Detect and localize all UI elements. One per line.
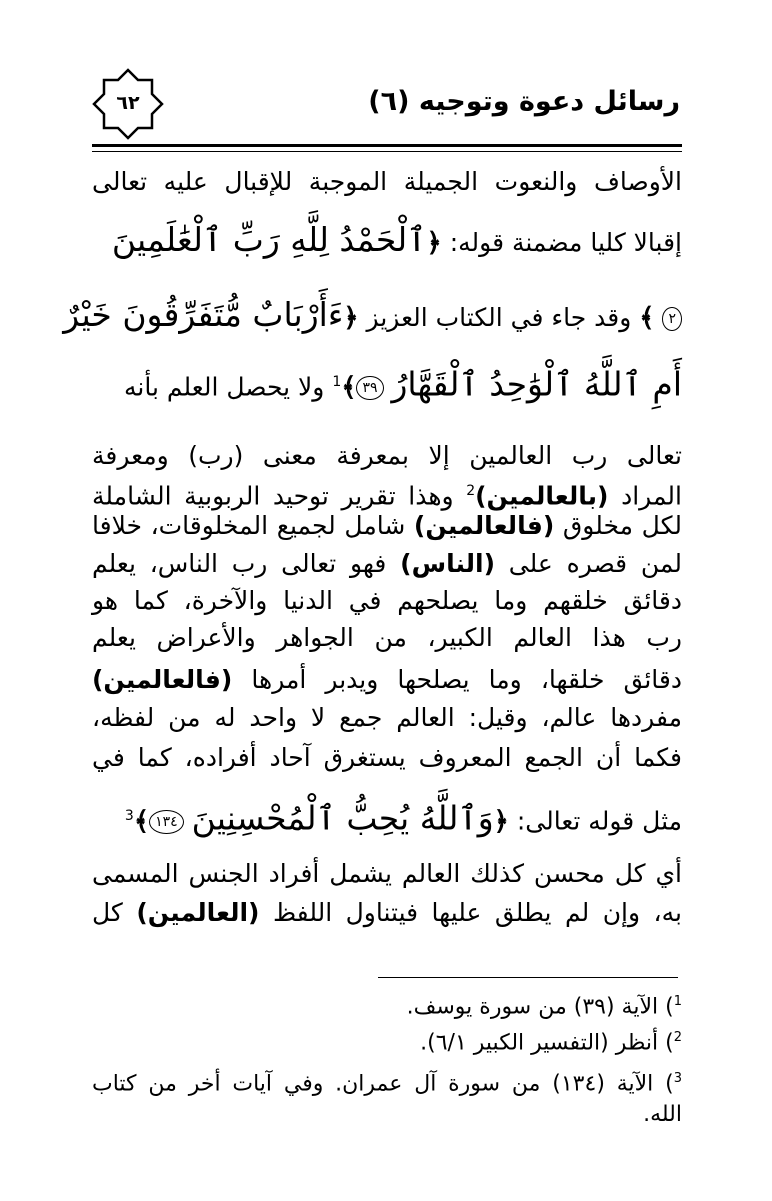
body-line-8 <box>92 546 682 582</box>
page-number: ٦٢ <box>116 92 140 114</box>
text: مفردها عالم، وقيل: العالم جمع لا واحد له من لفظه، <box>92 703 682 732</box>
quran-verse: وَٱللَّهُ يُحِبُّ ٱلْمُحْسِنِينَ <box>191 798 494 838</box>
footnote-ref-3: 3 <box>124 808 134 824</box>
bold-term: (فالعالمين) <box>92 665 233 694</box>
text: فهو تعالى رب الناس، يعلم <box>92 549 401 578</box>
footnote-3 <box>92 1062 682 1101</box>
body-line-10 <box>92 620 682 656</box>
footnote-text: ) الآية (٣٩) من سورة يوسف. <box>406 994 674 1020</box>
quran-verse: ٱلْحَمْدُ لِلَّهِ رَبِّ ٱلْعَٰلَمِينَ <box>111 220 427 259</box>
quran-bracket-close: ﴾ <box>341 372 357 403</box>
body-line-1 <box>92 164 682 200</box>
ayah-number-marker: ٢ <box>662 307 682 331</box>
footnote-1 <box>92 985 682 1024</box>
text: أي كل محسن كذلك العالم يشمل أفراد الجنس المسمى <box>92 859 682 888</box>
text: شامل لجميع المخلوقات، خلافا <box>92 511 414 540</box>
body-line-15 <box>92 856 682 892</box>
body-line-11 <box>92 662 682 698</box>
text: المراد <box>608 481 682 511</box>
body-line-14 <box>92 798 682 839</box>
text: رب هذا العالم الكبير، من الجواهر والأعراض يعلم <box>92 623 682 652</box>
footnote-number: 3 <box>673 1071 682 1086</box>
quran-bracket-open: ﴿ <box>426 228 442 258</box>
footnote-text: الله. <box>643 1102 682 1127</box>
body-line-13 <box>92 740 682 776</box>
header-rule-thin <box>92 151 682 152</box>
body-line-12 <box>92 700 682 736</box>
text: فكما أن الجمع المعروف يستغرق آحاد أفراده، كما في <box>92 743 682 772</box>
body-line-16 <box>92 895 682 931</box>
text: دقائق خلقهم وما يصلحهم في الدنيا والآخرة، كما هو <box>92 586 682 615</box>
body-line-4 <box>92 364 682 405</box>
body-line-5 <box>92 438 682 474</box>
quran-bracket-open: ﴿ <box>343 303 359 333</box>
quran-verse: ءَأَرْبَابٌ مُّتَفَرِّقُونَ خَيْرٌ <box>63 295 344 334</box>
footnote-number: 2 <box>673 1030 682 1045</box>
text: الأوصاف والنعوت الجميلة الموجبة للإقبال عليه تعالى <box>92 167 682 196</box>
footnote-text: ) أنظر (التفسير الكبير ٦/١). <box>420 1030 674 1056</box>
quran-verse: أَمِ ٱللَّهُ ٱلْوَٰحِدُ ٱلْقَهَّارُ <box>391 364 682 404</box>
quran-bracket-close: ﴾ <box>639 303 655 333</box>
footnote-ref-2: 2 <box>466 483 476 499</box>
text: وقد جاء في الكتاب العزيز <box>366 303 632 332</box>
header-title: رسائل دعوة وتوجيه (٦) <box>368 86 680 117</box>
header-rule-thick <box>92 144 682 147</box>
bold-term: (العالمين) <box>136 898 260 927</box>
page-number-badge <box>92 68 164 140</box>
body-line-2 <box>92 222 682 261</box>
text: إقبالا كليا مضمنة قوله: <box>441 228 682 257</box>
text: دقائق خلقها، وما يصلحها ويدبر أمرها <box>232 665 682 694</box>
bold-term: (فالعالمين) <box>413 511 555 540</box>
text: وهذا تقرير توحيد الربوبية الشاملة <box>92 481 467 511</box>
text: به، وإن لم يطلق عليها فيتناول اللفظ <box>259 898 682 927</box>
footnote-text: ) الآية (١٣٤) من سورة آل عمران. وفي آيات أخر من كتاب <box>92 1071 674 1097</box>
bold-term: (الناس) <box>400 549 496 578</box>
body-line-9 <box>92 583 682 619</box>
footnote-3-continued <box>92 1098 682 1132</box>
bold-term: (بالعالمين) <box>475 481 609 511</box>
ayah-number-marker: ١٣٤ <box>149 810 184 834</box>
text: ولا يحصل العلم بأنه <box>124 372 325 402</box>
footnote-separator <box>378 977 678 978</box>
quran-bracket-open: ﴿ <box>493 806 509 837</box>
ayah-number-marker: ٣٩ <box>356 376 383 400</box>
text: تعالى رب العالمين إلا بمعرفة معنى (رب) ومعرفة <box>92 441 682 470</box>
footnote-number: 1 <box>673 994 682 1009</box>
body-line-3 <box>63 295 682 336</box>
text: كل <box>92 898 137 927</box>
footnote-2 <box>92 1021 682 1060</box>
body-line-7 <box>92 508 682 544</box>
footnote-ref-1: 1 <box>332 374 342 390</box>
text: لمن قصره على <box>495 549 682 578</box>
text: لكل مخلوق <box>554 511 682 540</box>
text: مثل قوله تعالى: <box>508 806 682 836</box>
quran-bracket-close: ﴾ <box>133 806 150 837</box>
